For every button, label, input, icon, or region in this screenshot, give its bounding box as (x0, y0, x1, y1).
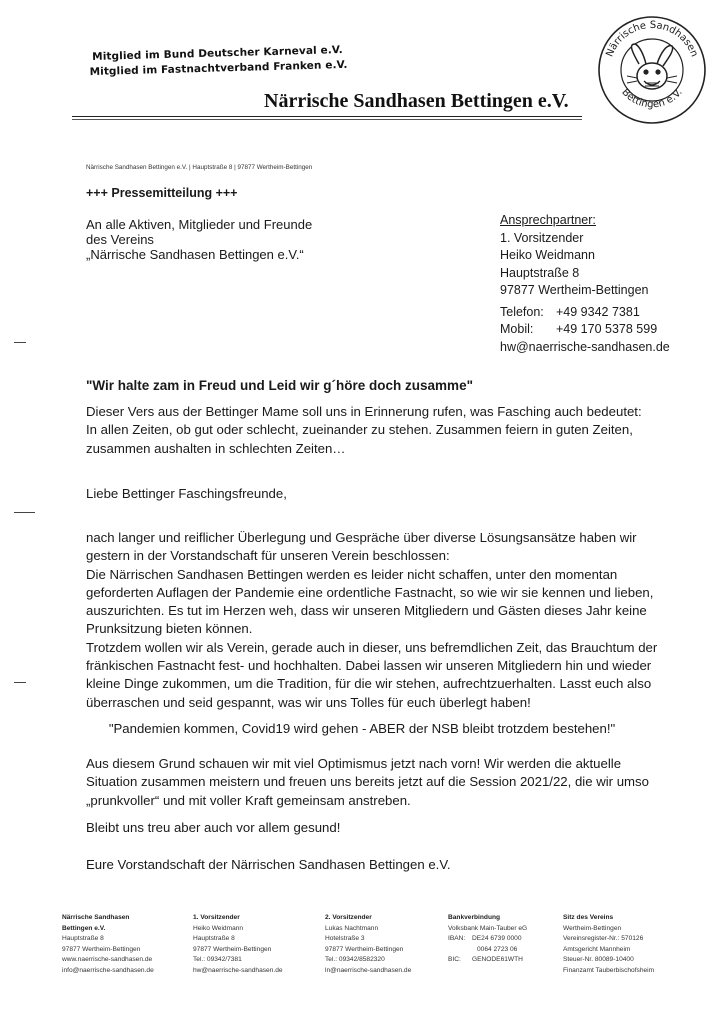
contact-block (500, 212, 670, 356)
footer-line: 97877 Wertheim-Bettingen (325, 945, 404, 953)
text-line: zusammen aushalten in schlechten Zeiten… (86, 440, 346, 456)
phone-label: Telefon: (500, 304, 544, 319)
text-line: „prunkvoller“ und mit voller Kraft gemeinsam anstreben. (86, 792, 411, 808)
footer-heading: 2. Vorsitzender (325, 914, 372, 921)
text-line: gestern in der Vorstandschaft für unseren Verein beschlossen: (86, 548, 450, 564)
bic-value: GENODE61WTH (472, 956, 523, 964)
footer-chair1 (193, 913, 283, 977)
iban-value: DE24 6739 0000 (472, 935, 522, 943)
footer-line: Tel.: 09342/8582320 (325, 956, 385, 964)
text-line: Dieser Vers aus der Bettinger Mame soll uns in Erinnerung rufen, was Fasching auch bedeutet: (86, 404, 642, 419)
footer-line: 97877 Wertheim-Bettingen (62, 945, 141, 953)
footer-chair2 (325, 913, 411, 977)
sender-address-line: Närrische Sandhasen Bettingen e.V. | Hauptstraße 8 | 97877 Wertheim-Bettingen (86, 164, 313, 171)
recipient-block (86, 217, 312, 262)
paragraph-intro (86, 403, 642, 458)
contact-street: Hauptstraße 8 (500, 265, 580, 280)
footer-heading: Bettingen e.V. (62, 924, 106, 932)
footer-line: Vereinsregister-Nr.: 570126 (563, 935, 644, 943)
org-title: Närrische Sandhasen Bettingen e.V. (264, 90, 569, 112)
text-line: geforderten Auflagen der Pandemie eine ordentliche Fastnacht, so wie wir sie kennen und lieben, (86, 584, 654, 600)
footer-seat (563, 913, 654, 977)
footer-line: Heiko Weidmann (193, 924, 244, 932)
membership-line: Mitglied im Fastnachtverband Franken e.V. (89, 58, 348, 79)
footer-line: Lukas Nachtmann (325, 924, 379, 932)
membership-line: Mitglied im Bund Deutscher Karneval e.V. (92, 44, 343, 63)
contact-mobile-row (500, 321, 670, 339)
text-line: nach langer und reiflicher Überlegung und Gespräche über diverse Lösungsansätze haben wir (86, 530, 637, 545)
iban-value-cont: 0064 2723 06 (477, 945, 518, 953)
mobile-label: Mobil: (500, 322, 534, 336)
fold-mark (14, 682, 26, 683)
footer-email[interactable]: info@naerrische-sandhasen.de (62, 966, 154, 974)
footer-line: Tel.: 09342/7381 (193, 956, 242, 964)
footer-email[interactable]: hw@naerrische-sandhasen.de (193, 966, 283, 974)
footer-heading: Närrische Sandhasen (62, 914, 130, 921)
text-line: überraschen und seid gespannt, was wir uns Tolles für euch überlegt haben! (86, 694, 531, 710)
recipient-line: „Närrische Sandhasen Bettingen e.V.“ (86, 247, 304, 262)
bic-label: BIC: (448, 956, 461, 964)
text-line: kleine Dinge zukommen, um die Tradition, für die wir stehen, aufrechtzuerhalten. Lasst euch also (86, 676, 652, 692)
footer-line: Steuer-Nr. 80089-10400 (563, 956, 634, 964)
text-line: Aus diesem Grund schauen wir mit viel Optimismus jetzt nach vorn! Wir werden die aktuelle (86, 756, 622, 771)
paragraph-decision (86, 529, 657, 712)
footer-iban-row (448, 934, 527, 945)
recipient-line: des Vereins (86, 232, 154, 247)
footer-line: Amtsgericht Mannheim (563, 945, 631, 953)
footer-website[interactable]: www.naerrische-sandhasen.de (62, 956, 153, 964)
footer-line: Hauptstraße 8 (62, 935, 104, 943)
footer-iban-row-2 (448, 945, 527, 956)
footer-club (62, 913, 154, 977)
footer-line: Hotelstraße 3 (325, 935, 365, 943)
greeting: Liebe Bettinger Faschingsfreunde, (86, 486, 287, 501)
footer-heading: 1. Vorsitzender (193, 914, 240, 921)
contact-email[interactable]: hw@naerrische-sandhasen.de (500, 339, 670, 354)
headline-quote: "Wir halte zam in Freud und Leid wir g´höre doch zusamme" (86, 378, 473, 393)
punch-mark (14, 512, 35, 513)
footer-line: Volksbank Main-Tauber eG (448, 924, 528, 932)
closing-line: Bleibt uns treu aber auch vor allem gesund! (86, 820, 341, 835)
contact-name: Heiko Weidmann (500, 248, 595, 262)
footer-bic-row (448, 955, 527, 966)
footer-line: Finanzamt Tauberbischofsheim (563, 966, 655, 974)
svg-text:Närrische Sandhasen: Närrische Sandhasen (604, 19, 700, 59)
footer-heading: Sitz des Vereins (563, 914, 614, 921)
phone-number: +49 9342 7381 (556, 304, 640, 319)
signature-line: Eure Vorstandschaft der Närrischen Sandhasen Bettingen e.V. (86, 857, 451, 872)
footer-line: Hauptstraße 8 (193, 935, 235, 943)
text-line: Prunksitzung bieten können. (86, 621, 253, 637)
motto-quote: "Pandemien kommen, Covid19 wird gehen - ABER der NSB bleibt trotzdem bestehen!" (108, 721, 616, 736)
contact-city: 97877 Wertheim-Bettingen (500, 283, 649, 297)
text-line: Situation zusammen meistern und freuen uns bereits jetzt auf die Session 2021/22, die wir umso (86, 774, 649, 790)
contact-label: Ansprechpartner: (500, 213, 596, 227)
rabbit-seal-logo-icon (593, 8, 711, 126)
svg-text:Bettingen e.V.: Bettingen e.V. (619, 86, 685, 111)
footer-bank (448, 913, 527, 966)
iban-label: IBAN: (448, 935, 466, 943)
paragraph-outlook (86, 755, 649, 810)
membership-notice (89, 43, 348, 80)
text-line: In allen Zeiten, ob gut oder schlecht, zueinander zu stehen. Zusammen feiern in guten Zeiten, (86, 422, 633, 438)
text-line: Die Närrischen Sandhasen Bettingen werden es leider nicht schaffen, unter den momentan (86, 566, 618, 582)
footer-line: Wertheim-Bettingen (563, 924, 622, 932)
text-line: Trotzdem wollen wir als Verein, gerade auch in dieser, uns befremdlichen Zeit, das Brauchtum der (86, 639, 658, 655)
fold-mark (14, 342, 26, 343)
text-line: fränkischen Fastnacht fest- und hochhalten. Dabei lassen wir unseren Mitgliedern hin und wieder (86, 658, 652, 674)
press-release-label: +++ Pressemitteilung +++ (86, 186, 238, 200)
title-divider-thin (72, 119, 582, 120)
footer-line: 97877 Wertheim-Bettingen (193, 945, 272, 953)
mobile-number: +49 170 5378 599 (556, 322, 658, 336)
footer-heading: Bankverbindung (448, 914, 501, 921)
contact-role: 1. Vorsitzender (500, 230, 584, 245)
title-divider (72, 116, 582, 117)
recipient-line: An alle Aktiven, Mitglieder und Freunde (86, 217, 313, 232)
contact-phone-row (500, 304, 670, 322)
footer-email[interactable]: ln@naerrische-sandhasen.de (325, 966, 412, 974)
text-line: auszurichten. Es tut im Herzen weh, dass wir unseren Mitgliedern und Gästen dieses Jahr keine (86, 603, 647, 619)
